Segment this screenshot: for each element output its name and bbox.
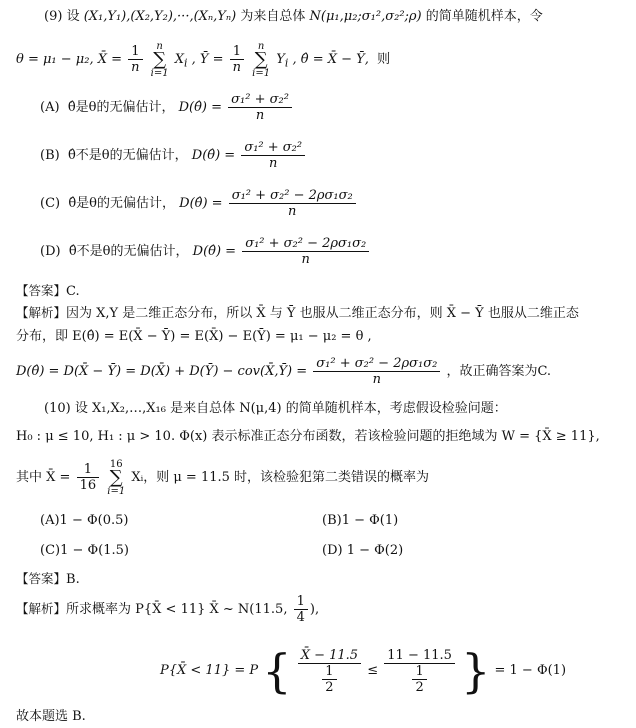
q9-text: 设 [66,9,80,24]
answer-value: B. [66,572,80,587]
fraction [128,44,142,75]
q9-sample: (X₁,Y₁),(X₂,Y₂),···,(Xₙ,Yₙ) [83,9,237,24]
analysis-text: 分布，即 E(θ̂) = E(X̄ − Ȳ) = E(X̄) − E(Ȳ) = μ₁ − μ₂ = θ , [16,329,372,344]
equation-rhs: = 1 − Φ(1) [494,663,567,678]
answer-tag: 【答案】 [16,571,67,586]
fraction [242,236,369,267]
left-brace: { [262,644,292,698]
sum-top: n [257,40,265,52]
fraction [230,44,244,75]
q9-option-b[interactable] [40,140,307,171]
fraction [322,664,336,695]
analysis-text: 所求概率为 P{X̄ < 11} X̄ ~ N(11.5, [66,602,288,617]
q10-analysis-line1 [16,592,319,627]
frac-den: 4 [296,610,305,625]
q9-option-d[interactable] [40,236,371,267]
option-text: θ̂不是θ的无偏估计， [67,148,188,163]
frac-num: 1 [412,664,426,680]
frac-num: σ₁² + σ₂² [241,140,305,156]
frac-den: n [372,372,381,387]
variance-derivation: D(θ̂) = D(X̄ − Ȳ) = D(X̄) + D(Ȳ) − cov(X̄,Ȳ) = [16,364,308,379]
frac-den: n [255,108,265,123]
q9-distribution: N(μ₁,μ₂;σ₁²,σ₂²;ρ) [309,9,422,24]
frac-num: 1 [77,462,100,478]
frac-num: 1 [294,594,308,610]
analysis-tag: 【解析】 [16,601,67,616]
equation-lhs: P{X̄ < 11} = P [160,663,259,678]
fraction [294,594,308,625]
less-equal: ≤ [367,663,379,678]
thetahat-definition: , θ̂ = X̄ − Ȳ, [292,52,369,67]
ybar-definition: , Ȳ = [191,52,224,67]
q10-answer [16,568,80,591]
frac-den: n [232,60,242,75]
frac-num: σ₁² + σ₂² − 2ρσ₁σ₂ [242,236,369,252]
q9-analysis-line3 [16,354,551,390]
analysis-text: 因为 X,Y 是二维正态分布，所以 X̄ 与 Ȳ 也服从二维正态分布，则 X̄ − Ȳ 也服从二维正态 [66,306,579,321]
sum-symbol: n ∑ i=1 [150,40,169,79]
q9-stem-line2: θ = μ₁ − μ₂, X̄ = $\frac{1}{n}$ n ∑ i=1 $X_i$ , Ȳ = $\frac{1}{n}$ n ∑ i=1 $Y_i$ , θ̂ = X̄ − Ȳ, 则 [16,40,391,79]
q10-option-a[interactable] [40,510,128,532]
q9-answer [16,280,80,303]
q9-number: (9) [44,9,63,24]
variance-expr: D(θ̂) = [178,99,223,115]
q10-option-d[interactable] [322,540,403,562]
option-text: θ̂是θ的无偏估计， [67,100,175,115]
right-brace: } [461,644,491,698]
option-label: (A) [40,100,60,115]
answer-tag: 【答案】 [16,283,67,298]
frac-num: 1 [128,44,142,60]
option-label: (D) [322,543,343,558]
fraction [412,664,426,695]
option-text: θ̂是θ的无偏估计， [68,196,176,211]
frac-den: 16 [79,478,97,493]
frac-num: 1 [322,664,336,680]
q9-option-c[interactable] [40,188,358,219]
sum-symbol: 16 ∑ i=1 [107,458,126,497]
frac-den: 2 [415,679,424,695]
q9-stem-line1 [44,6,543,28]
q10-text: 其中 X̄ = [16,470,71,485]
q9-text: 则 [377,52,391,67]
option-text: θ̂不是θ的无偏估计， [68,244,189,259]
option-text: 1 − Φ(0.5) [59,513,129,528]
frac-num: X̄ − 11.5 [298,648,361,664]
q9-option-a[interactable] [40,92,294,123]
q9-text: 的简单随机样本，令 [425,9,543,24]
option-text: 1 − Φ(1) [341,513,399,528]
frac-den [384,664,455,695]
q10-stem-line3 [16,456,429,500]
analysis-tag: 【解析】 [16,305,67,320]
option-label: (D) [40,244,61,259]
frac-num: σ₁² + σ₂² − 2ρσ₁σ₂ [229,188,356,204]
answer-value: C. [66,284,80,299]
variance-expr: D(θ̂) = [192,243,237,259]
q10-text: (10) 设 X₁,X₂,…,X₁₆ 是来自总体 N(μ,4) 的简单随机样本，考虑假设检验问题： [44,401,507,416]
fraction [77,462,100,493]
option-label: (C) [40,196,61,211]
option-label: (B) [40,148,60,163]
frac-den: n [269,156,278,171]
variance-expr: D(θ̂) = [179,195,223,211]
frac-num: σ₁² + σ₂² [228,92,292,108]
frac-den: n [288,204,297,219]
q10-conclusion [16,706,86,728]
analysis-text: ，故正确答案为C. [446,364,552,379]
option-label: (A) [40,513,60,528]
q9-analysis-line2 [16,326,372,348]
sum-top: n [156,40,163,52]
frac-den: 2 [325,679,334,695]
option-label: (B) [322,513,342,528]
xbar-definition: X̄ = [97,52,123,67]
option-text: 1 − Φ(2) [346,543,404,558]
frac-num: σ₁² + σ₂² − 2ρσ₁σ₂ [313,356,440,372]
sum-bottom: i=1 [107,485,126,497]
theta-definition: θ = μ₁ − μ₂, [16,52,94,67]
option-label: (C) [40,543,61,558]
fraction [313,356,440,387]
frac-num: 11 − 11.5 [384,648,455,664]
frac-num: 1 [230,44,244,60]
fraction [228,92,292,123]
conclusion-text: 故本题选 B. [16,709,86,724]
option-text: 1 − Φ(1.5) [60,543,129,558]
q10-stem-line1 [44,398,507,420]
variance-expr: D(θ̂) = [191,147,236,163]
q10-option-c[interactable] [40,540,129,562]
q9-analysis-line1 [16,302,579,325]
fraction [298,648,361,695]
q10-probability-equation [160,636,566,707]
frac-den: n [301,252,310,267]
fraction [229,188,356,219]
sum-bottom: i=1 [150,67,169,79]
fraction [384,648,455,695]
q10-text: H₀ : μ ≤ 10, H₁ : μ > 10. Φ(x) 表示标准正态分布函数，若该检验问题的拒绝域为 W = {X̄ ≥ 11}, [16,429,600,444]
sum-bottom: i=1 [252,67,271,79]
q10-stem-line2 [16,426,600,448]
q9-text: 为来自总体 [240,9,306,24]
analysis-text: ), [309,602,320,617]
frac-den [298,664,361,695]
sum-symbol: n ∑ i=1 [252,40,271,79]
frac-den: n [131,60,140,75]
q10-text: Xᵢ，则 μ = 11.5 时，该检验犯第二类错误的概率为 [131,470,430,485]
sum-top: 16 [109,458,123,470]
q10-option-b[interactable] [322,510,398,532]
fraction [241,140,305,171]
